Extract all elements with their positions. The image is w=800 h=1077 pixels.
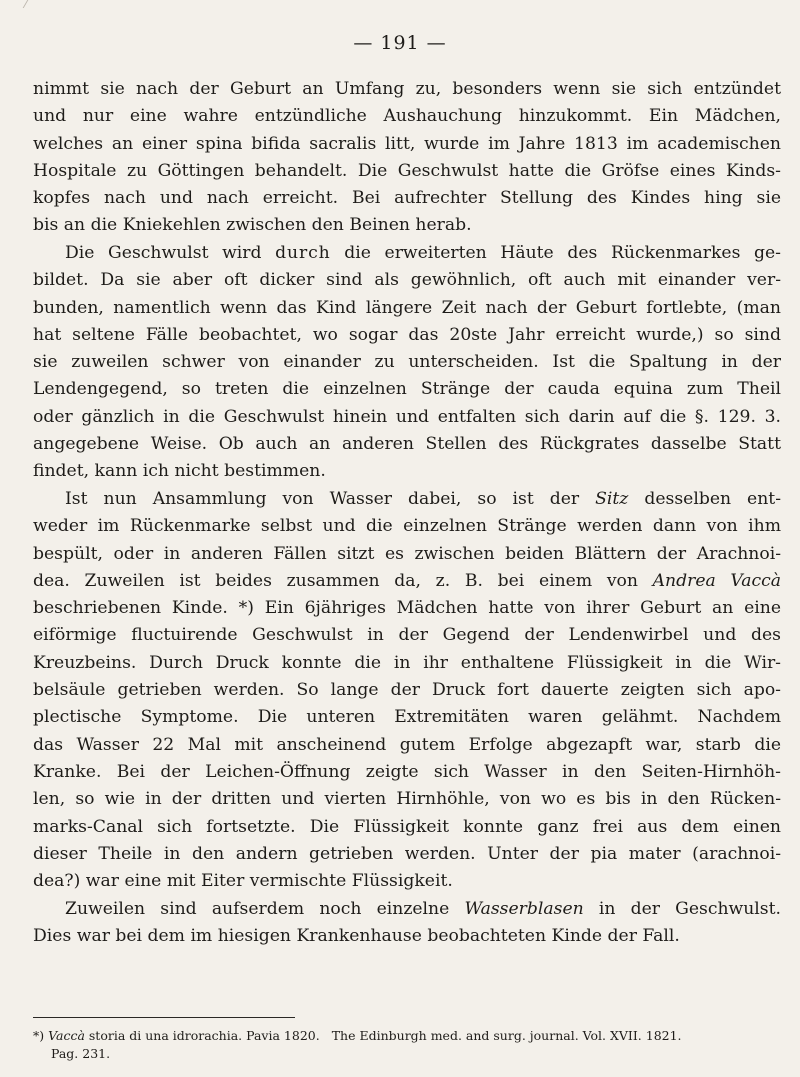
text-line: dea?) war eine mit Eiter vermischte Flüssigkeit. — [33, 871, 453, 892]
text-line: angegebene Weise. Ob auch an anderen Stellen des Rückgrates dasselbe Statt — [33, 434, 781, 455]
text-line: plectische Symptome. Die unteren Extremitäten waren gelähmt. Nachdem — [33, 707, 781, 728]
text-line: und nur eine wahre entzündliche Aushauchung hinzukommt. Ein Mädchen, — [33, 106, 781, 127]
page-number-header: — 191 — — [353, 32, 447, 54]
text-line: dieser Theile in den andern getrieben werden. Unter der pia mater (arachnoi- — [33, 843, 781, 864]
text-line: Kreuzbeins. Durch Druck konnte die in ihr enthaltene Flüssigkeit in die Wir- — [33, 652, 781, 673]
page-mark — [23, 0, 47, 8]
footnote-page: Pag. 231. — [51, 1046, 111, 1061]
text-line: marks-Canal sich fortsetzte. Die Flüssigkeit konnte ganz frei aus dem einen — [33, 816, 781, 837]
paragraph-2 — [33, 240, 781, 486]
text-line: welches an einer spina bifida sacralis litt, wurde im Jahre 1813 im academischen — [33, 133, 781, 154]
text-line: findet, kann ich nicht bestimmen. — [33, 461, 326, 482]
text-line: eiförmige fluctuirende Geschwulst in der Gegend der Lendenwirbel und des — [33, 625, 781, 646]
text-line: Lendengegend, so treten die einzelnen Stränge der cauda equina zum Theil — [33, 379, 781, 400]
text-line: Dies war bei dem im hiesigen Krankenhause beobachteten Kinde der Fall. — [33, 926, 680, 947]
author-name: Andrea Vaccà — [652, 570, 781, 591]
emphasis: Sitz — [595, 489, 629, 509]
footnote-divider — [33, 1017, 295, 1018]
text-line: bespült, oder in anderen Fällen sitzt es zwischen beiden Blättern der Arachnoi- — [33, 543, 781, 564]
footnote-title: storia di una idrorachia. Pavia 1820. — [84, 1028, 320, 1043]
text-line: oder gänzlich in die Geschwulst hinein und entfalten sich darin auf die §. 129. 3. — [33, 406, 781, 427]
paragraph-1 — [33, 76, 781, 240]
text-line: dea. Zuweilen ist beides zusammen da, z. B. bei einem von Andrea Vaccà — [33, 570, 781, 591]
text-line: beschriebenen Kinde. *) Ein 6jähriges Mädchen hatte von ihrer Geburt an eine — [33, 598, 781, 619]
text-line: nimmt sie nach der Geburt an Umfang zu, besonders wenn sie sich entzündet — [33, 79, 781, 99]
text-line: kopfes nach und nach erreicht. Bei aufrechter Stellung des Kindes hing sie — [33, 188, 781, 209]
text-line: bis an die Kniekehlen zwischen den Beinen herab. — [33, 215, 472, 236]
text-line: sie zuweilen schwer von einander zu unterscheiden. Ist die Spaltung in der — [33, 352, 781, 373]
footnote-journal: The Edinburgh med. and surg. journal. Vol. XVII. 1821. — [331, 1028, 682, 1043]
text-line: belsäule getrieben werden. So lange der Druck fort dauerte zeigten sich apo- — [33, 680, 781, 701]
text-line: Zuweilen sind aufserdem noch einzelne Wasserblasen in der Geschwulst. — [65, 899, 781, 919]
paragraph-4 — [33, 896, 781, 951]
text-line: Kranke. Bei der Leichen-Öffnung zeigte sich Wasser in den Seiten-Hirnhöh- — [33, 761, 781, 782]
paragraph-3 — [33, 486, 781, 895]
text-line: bildet. Da sie aber oft dicker sind als gewöhnlich, oft auch mit einander ver- — [33, 270, 781, 291]
text-line: das Wasser 22 Mal mit anscheinend gutem Erfolge abgezapft war, starb die — [33, 734, 781, 755]
text-line: Hospitale zu Göttingen behandelt. Die Geschwulst hatte die Gröfse eines Kinds- — [33, 160, 781, 181]
emphasis: Wasserblasen — [464, 899, 584, 919]
text-line: len, so wie in der dritten und vierten Hirnhöhle, von wo es bis in den Rücken- — [33, 789, 781, 810]
text-line: Ist nun Ansammlung von Wasser dabei, so ist der Sitz desselben ent- — [65, 489, 782, 509]
text-line: hat seltene Fälle beobachtet, wo sogar das 20ste Jahr erreicht wurde,) so sind — [33, 324, 781, 345]
footnote — [33, 1027, 793, 1063]
text-line: Die Geschwulst wird durch die erweiterten Häute des Rückenmarkes ge- — [65, 243, 781, 263]
text-line: weder im Rückenmarke selbst und die einzelnen Stränge werden dann von ihm — [33, 516, 781, 537]
emphasis: durch — [275, 243, 331, 263]
footnote-mark: *) — [33, 1028, 45, 1043]
text-line: bunden, namentlich wenn das Kind längere Zeit nach der Geburt fortlebte, (man — [33, 297, 781, 318]
footnote-author: Vaccà — [48, 1028, 85, 1043]
footnote-line — [33, 1027, 793, 1045]
